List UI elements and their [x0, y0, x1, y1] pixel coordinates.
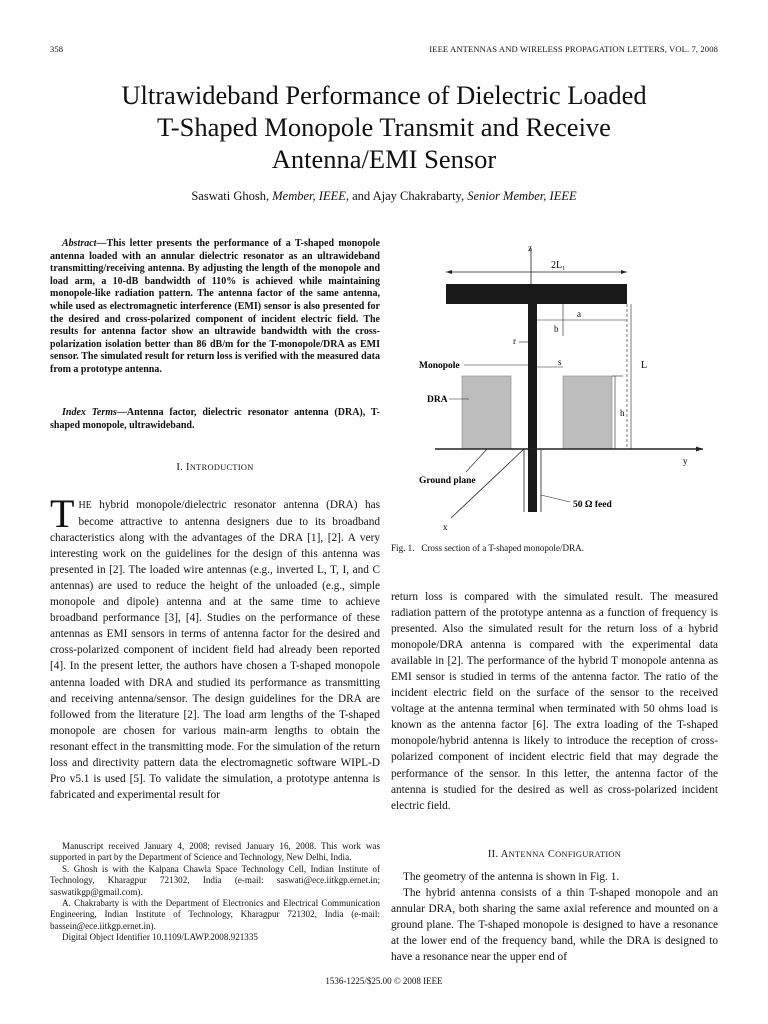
section-2-para-2: The hybrid antenna consists of a thin T-shaped monopole and an annular DRA, both sharing the same axial reference and mounted on a ground plane. The T-shaped monopole is designed to have a resonance at the lower end of the frequency band, while the DRA is designed to have a resonance near the upper end of [391, 887, 718, 964]
author-1-name: Saswati Ghosh, [191, 189, 270, 203]
title-line-1: Ultrawideband Performance of Dielectric Loaded [121, 80, 647, 110]
title-line-3: Antenna/EMI Sensor [271, 144, 497, 174]
width-arrow-right [621, 270, 627, 274]
coax-feed [528, 449, 537, 512]
section-2-rest-2: ONFIGURATION [555, 850, 622, 859]
dim-l-label: L [641, 360, 648, 371]
x-axis-label: x [443, 522, 448, 532]
dra-label: DRA [427, 395, 448, 405]
section-1-rest: NTRODUCTION [189, 463, 254, 472]
section-1-initial: I [186, 462, 190, 473]
dim-s-label: s [558, 357, 562, 367]
abstract-text: This letter presents the performance of a T-shaped monopole antenna loaded with an annular dielectric resonator as an ultrawideband transmitting/receiving antenna. By adjusting the length of the monopole and load arm, a 10-dB bandwidth of 110% is achieved while maintaining monopole-like radiation pattern. The antenna factor of the same antenna, while used as electromagnetic interference (EMI) sensor is also presented for the desired and cross-polarized component of incident electric field. The results for antenna factor show an ultrawide bandwidth with the cross-polarization isolation better than 86 dB/m for the T-monopole/DRA as EMI sensor. The simulated result for return loss is verified with the measured data from a prototype antenna. [50, 238, 380, 375]
y-axis-label: y [683, 456, 688, 466]
section-1-numeral: I. [176, 462, 184, 473]
abstract [50, 238, 380, 377]
section-2-initial-1: A [500, 849, 509, 860]
section-2-para-1: The geometry of the antenna is shown in Fig. 1. [403, 871, 620, 883]
z-axis-label: z [528, 243, 532, 253]
width-arrow-left [446, 270, 452, 274]
section-2-heading [391, 849, 718, 860]
footnote-received: Manuscript received January 4, 2008; revised January 16, 2008. This work was supported in part by the Department of Science and Technology, New Delhi, India. [50, 841, 380, 863]
abstract-label: Abstract [62, 238, 97, 249]
copyright-footer: 1536-1225/$25.00 © 2008 IEEE [325, 976, 443, 986]
abstract-dash: — [96, 238, 107, 249]
dim-h-label: h [620, 408, 625, 418]
intro-lead: HE [78, 500, 92, 511]
dim-r-label: r [513, 336, 516, 346]
author-conjunction: and [352, 189, 371, 203]
monopole-label: Monopole [419, 361, 460, 371]
author-line [40, 189, 728, 204]
footnote-chakrabarty: A. Chakrabarty is with the Department of Electronics and Electrical Communication Engineering, Indian Institute of Technology, Kharagpur 721302, India (e-mail: bassein@ece.iitkgp.ernet.in). [50, 898, 380, 931]
section-2-rest-1: NTENNA [508, 850, 545, 859]
footnote-ghosh: S. Ghosh is with the Kalpana Chawla Space Technology Cell, Indian Institute of Technology, Kharagpur 721302, India (e-mail: saswati@ece.iitkgp.ernet.in; saswatikgp@gmail.com). [50, 863, 380, 897]
index-terms [50, 407, 380, 432]
dra-left [462, 376, 511, 449]
section-2-numeral: II. [487, 849, 499, 860]
figure-1-diagram [391, 240, 718, 535]
intro-body: hybrid monopole/dielectric resonator antenna (DRA) has become attractive to antenna designers due to its broadband characteristics along with the advantages of the DRA [1], [2]. A very interesting work on the guidelines for the design of this antenna was presented in [2]. The loaded wire antennas (e.g., inverted L, T, I, and C antennas) are used to reduce the height of the unloaded (e.g., simple monopole and dipole) antenna and at the same time to achieve broadband performance [3], [4]. Studies on the performance of these antennas as EMI sensors in terms of antenna factor for the desired and cross-polarized component of incident field had already been reported [4]. In the present letter, the authors have chosen a T-shaped monopole antenna loaded with DRA and studied its performance as transmitting and receiving antenna/sensor. The design guidelines for the DRA are followed from the literature [2]. The load arm lengths of the T-shaped monopole are chosen for various main-arm lengths to obtain the resonant effect in the transmitting mode. For the simulation of the return loss and directivity pattern data the electromagnetic software WIPL-D Pro v5.1 is used [5]. To validate the simulation, a prototype antenna is fabricated and experimental result for [50, 499, 380, 801]
paper-title [40, 79, 728, 175]
right-column-text: return loss is compared with the simulated result. The measured radiation pattern of the prototype antenna as a function of frequency is presented. Also the simulated result for the return loss of a hybrid monopole/DRA antenna is compared with the experimental data available in [2]. The performance of the hybrid T monopole antenna as EMI sensor is studied in terms of the antenna factor. The ratio of the incident electric field on the surface of the sensor to the received voltage at the antenna terminal when terminated with 50 ohms load is known as the antenna factor [6]. The extra loading of the T-shaped monopole/hybrid antenna is likely to introduce the reception of cross-polarized component of incident electric field that may degrade the performance of the sensor. In this letter, the antenna factor of the antenna is studied for the desired as well as cross-polarized incident electric field. [391, 591, 718, 812]
introduction-text [50, 491, 380, 803]
monopole-arm [528, 304, 537, 449]
ground-plane-leader [466, 449, 487, 472]
author-2-name: Ajay Chakrabarty, [372, 189, 465, 203]
width-label: $2L_1$ [551, 260, 566, 272]
page-number: 358 [50, 44, 64, 54]
dra-right [563, 376, 612, 449]
journal-header: IEEE ANTENNAS AND WIRELESS PROPAGATION LETTERS, VOL. 7, 2008 [429, 44, 718, 54]
index-terms-label: Index Terms [62, 407, 117, 418]
figure-1-caption: Fig. 1. Cross section of a T-shaped monopole/DRA. [391, 543, 584, 553]
index-terms-dash: — [116, 407, 127, 418]
section-1-heading [50, 462, 380, 473]
feed-leader [541, 495, 570, 502]
section-2-text [391, 869, 718, 965]
author-2-role: Senior Member, IEEE [467, 189, 577, 203]
ground-plane-label: Ground plane [419, 476, 476, 486]
y-axis-arrow [696, 447, 703, 452]
footnotes [50, 841, 380, 944]
index-terms-text: Antenna factor, dielectric resonator antenna (DRA), T-shaped monopole, ultrawideband. [50, 407, 380, 431]
author-1-role: Member, IEEE, [272, 189, 349, 203]
drop-cap: T [50, 491, 75, 536]
dim-b-label: b [554, 324, 559, 334]
section-2-initial-2: C [547, 849, 556, 860]
feed-label: 50 Ω feed [573, 500, 612, 510]
title-line-2: T-Shaped Monopole Transmit and Receive [157, 112, 611, 142]
footnote-doi: Digital Object Identifier 10.1109/LAWP.2008.921335 [62, 932, 258, 943]
t-load-arm [446, 284, 627, 304]
dim-a-label: a [577, 309, 581, 319]
